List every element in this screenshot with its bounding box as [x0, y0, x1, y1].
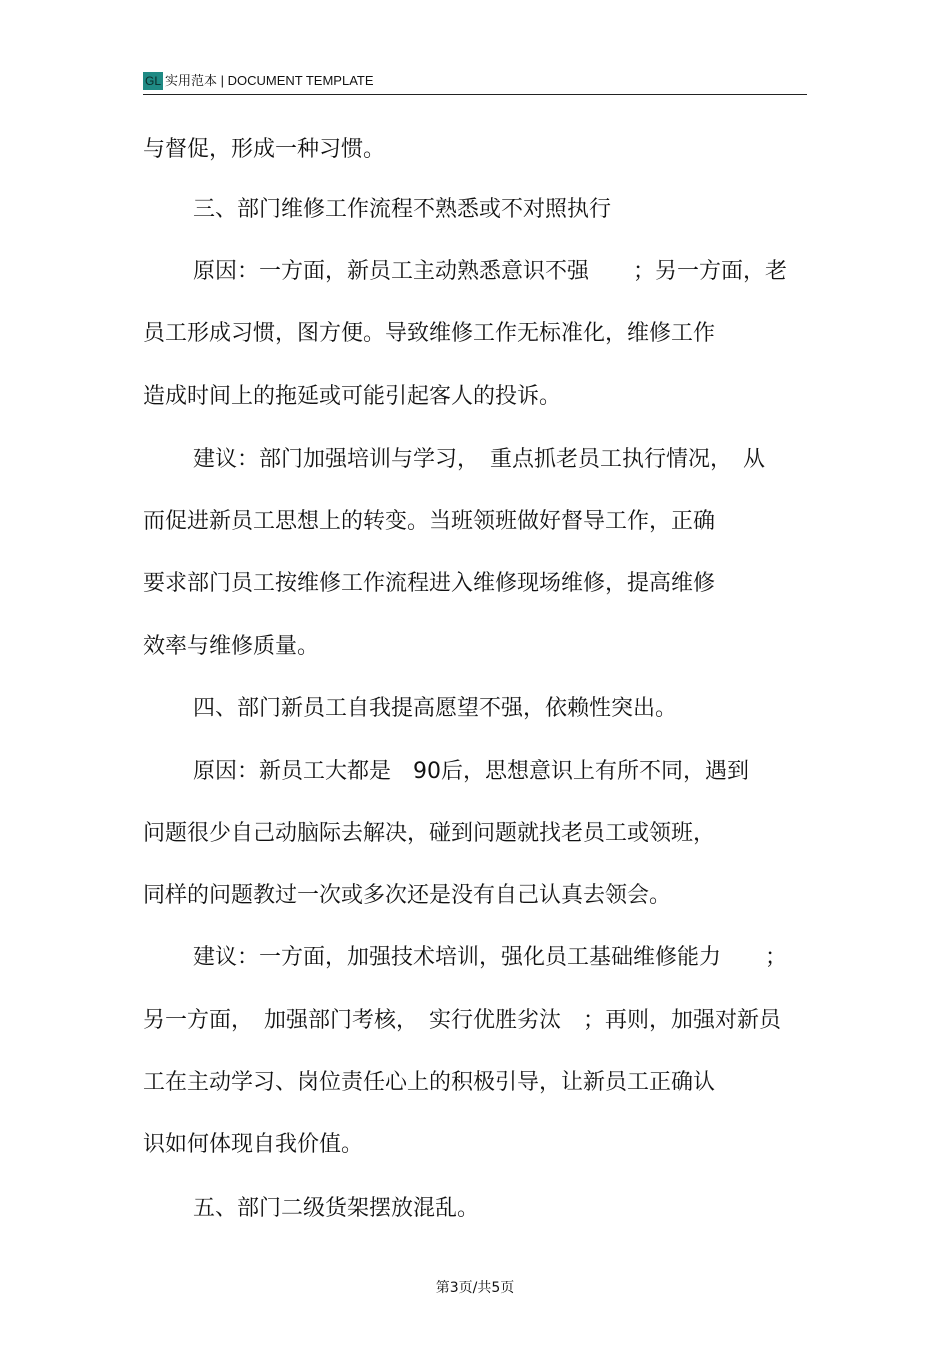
- text-line: 与督促，形成一种习惯。: [143, 137, 386, 162]
- document-header: [143, 70, 807, 95]
- section-heading: 三、部门维修工作流程不熟悉或不对照执行: [193, 197, 612, 222]
- text-line: 问题很少自己动脑际去解决，碰到问题就找老员工或领班，: [143, 821, 716, 846]
- text-line: 原因：一方面，新员工主动熟悉意识不强 ；另一方面，老: [193, 259, 788, 284]
- gl-logo: GL: [144, 74, 161, 88]
- section-heading: 四、部门新员工自我提高愿望不强，依赖性突出。: [193, 696, 678, 721]
- text-line: 而促进新员工思想上的转变。当班领班做好督导工作，正确: [143, 509, 716, 534]
- text-line: 原因：新员工大都是 90后，思想意识上有所不同，遇到: [193, 759, 749, 784]
- text-line: 员工形成习惯，图方便。导致维修工作无标准化，维修工作: [143, 321, 716, 346]
- text-line: 要求部门员工按维修工作流程进入维修现场维修，提高维修: [143, 571, 716, 596]
- text-line: 工在主动学习、岗位责任心上的积极引导，让新员工正确认: [143, 1070, 716, 1095]
- header-title: 实用范本 | DOCUMENT TEMPLATE: [165, 73, 374, 88]
- text-line: 另一方面， 加强部门考核， 实行优胜劣汰 ；再则，加强对新员: [143, 1008, 782, 1033]
- text-line: 效率与维修质量。: [143, 634, 320, 659]
- text-line: 同样的问题教过一次或多次还是没有自己认真去领会。: [143, 883, 672, 908]
- text-line: 建议：部门加强培训与学习， 重点抓老员工执行情况， 从: [193, 447, 766, 472]
- text-line: 识如何体现自我价值。: [143, 1132, 364, 1157]
- text-line: 造成时间上的拖延或可能引起客人的投诉。: [143, 384, 562, 409]
- text-line: 建议：一方面，加强技术培训，强化员工基础维修能力 ；: [193, 945, 788, 970]
- section-heading: 五、部门二级货架摆放混乱。: [193, 1196, 480, 1221]
- page-number: 第3页/共5页: [435, 1280, 515, 1296]
